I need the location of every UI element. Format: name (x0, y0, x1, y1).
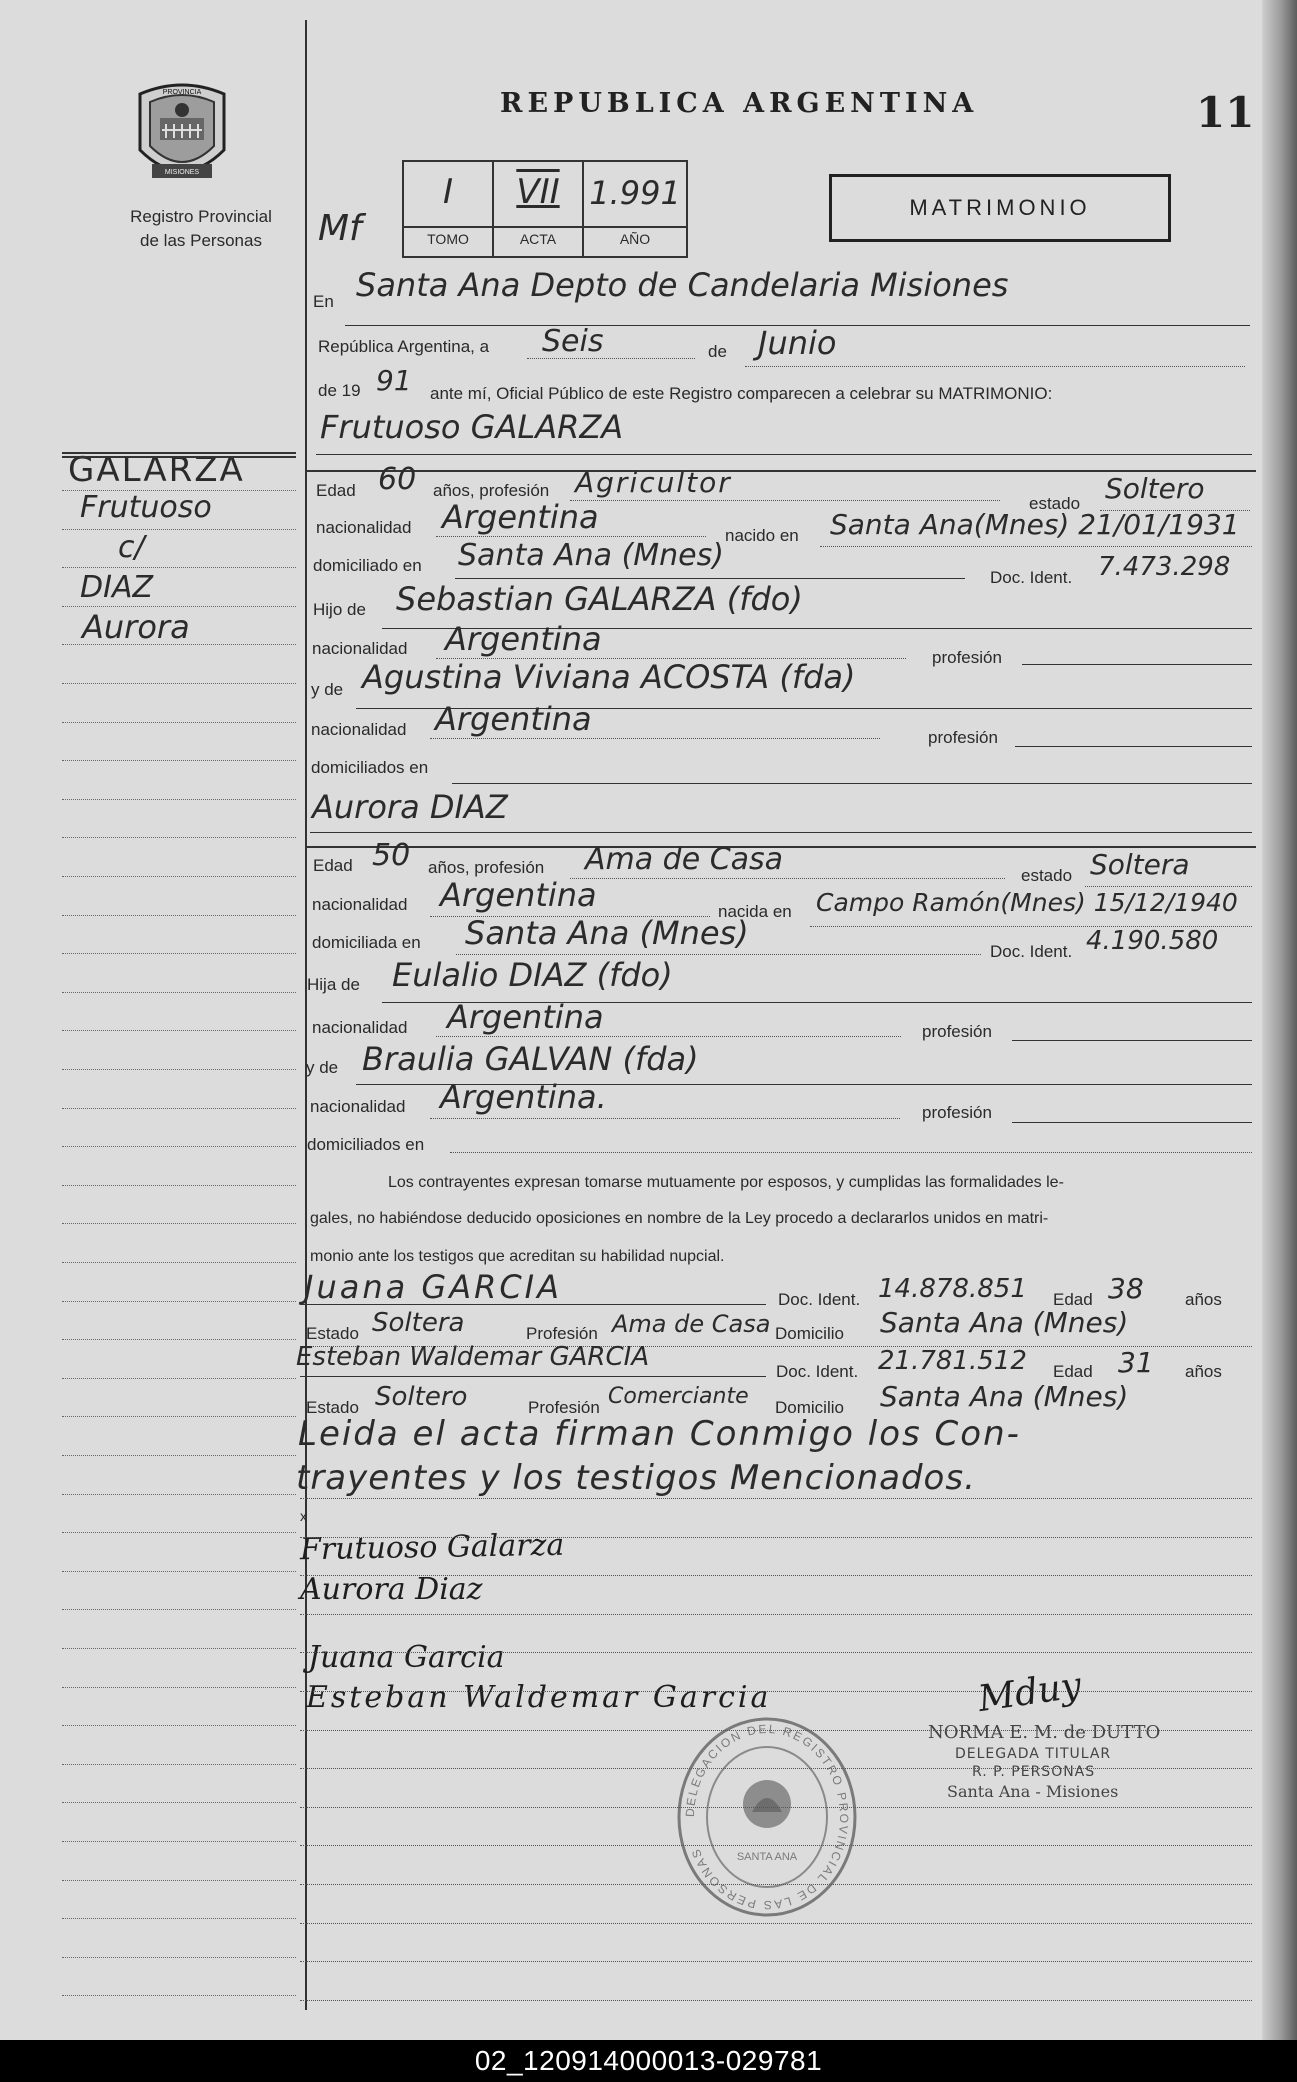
page-edge (1262, 0, 1297, 2040)
en-label: En (313, 292, 334, 311)
bride-mother-nacionalidad-label: nacionalidad (310, 1097, 406, 1116)
officer-stamp-line-1: NORMA E. M. de DUTTO (928, 1722, 1161, 1743)
witness2-domicilio-label: Domicilio (775, 1398, 844, 1417)
page-number: 11 (1196, 88, 1255, 137)
margin-rule (62, 644, 296, 645)
groom-mother-nationality: Argentina (435, 700, 592, 738)
de-label: de (708, 342, 727, 361)
groom-father-nacionalidad-label: nacionalidad (312, 639, 408, 658)
margin-note-line-1: GALARZA (68, 450, 245, 490)
margin-rule (62, 992, 296, 993)
declaration-line-1: Los contrayentes expresan tomarse mutuamente por esposos, y cumplidas las formalidades le- (388, 1174, 1064, 1191)
bride-name: Aurora DIAZ (312, 788, 508, 826)
witness2-estado: Soltero (375, 1382, 468, 1412)
bride-estado-label: estado (1021, 866, 1073, 885)
groom-father-profesion-label: profesión (932, 648, 1002, 667)
margin-rule (62, 567, 296, 568)
groom-mother: Agustina Viviana ACOSTA (fda) (362, 658, 856, 696)
tomo-label: TOMO (427, 231, 469, 247)
bride-father-profesion-label: profesión (922, 1022, 992, 1041)
bride-father-nationality: Argentina (447, 998, 604, 1036)
witness1-name: Juana GARCIA (304, 1268, 562, 1306)
year-suffix: 91 (376, 364, 412, 397)
document-identifier: 02_120914000013-029781 (0, 2040, 1297, 2082)
groom-domiciliados-label: domiciliados en (311, 758, 429, 777)
margin-rule (62, 1030, 296, 1031)
registry-line-1: Registro Provincial (130, 207, 272, 226)
margin-rule (62, 1262, 296, 1263)
margin-rule (62, 1532, 296, 1533)
anio-value: 1.991 (589, 174, 681, 212)
body-rule (300, 1768, 1252, 1769)
margin-rule (62, 876, 296, 877)
margin-rule (62, 1339, 296, 1340)
groom-father: Sebastian GALARZA (fdo) (396, 580, 803, 618)
margin-rule (62, 1146, 296, 1147)
body-rule (300, 1498, 1252, 1499)
closing-note-line-1: Leida el acta firman Conmigo los Con- (298, 1414, 1021, 1454)
body-rule (300, 1537, 1252, 1538)
republica-label: República Argentina, a (318, 337, 490, 356)
witness2-domicilio: Santa Ana (Mnes) (880, 1380, 1129, 1413)
bride-edad-label: Edad (313, 856, 353, 875)
margin-rule (62, 1841, 296, 1842)
tomo-value: I (442, 172, 454, 212)
witness1-doc: 14.878.851 (878, 1274, 1027, 1304)
seal-text-bottom: MISIONES (164, 169, 200, 176)
groom-name: Frutuoso GALARZA (320, 408, 624, 446)
witness1-profesion: Ama de Casa (612, 1310, 771, 1338)
bride-domiciliada-label: domiciliada en (312, 933, 421, 952)
groom-nationality: Argentina (442, 498, 599, 536)
closing-note-line-2: trayentes y los testigos Mencionados. (296, 1458, 976, 1498)
bride-signature: Aurora Diaz (300, 1572, 483, 1607)
margin-rule (62, 1648, 296, 1649)
groom-edad-label: Edad (316, 481, 356, 500)
margin-rule (62, 683, 296, 684)
officer-signature: Mduy (975, 1665, 1084, 1720)
margin-rule (62, 1185, 296, 1186)
groom-status: Soltero (1105, 472, 1205, 505)
bride-domicile: Santa Ana (Mnes) (465, 914, 749, 952)
body-rule (300, 1845, 1252, 1846)
groom-age: 60 (378, 462, 417, 497)
bride-age: 50 (372, 838, 411, 873)
witness2-edad-label: Edad (1053, 1362, 1093, 1381)
officer-stamp-line-4: Santa Ana - Misiones (947, 1782, 1119, 1801)
body-rule (300, 1691, 1252, 1692)
groom-father-nationality: Argentina (445, 620, 602, 658)
declaration-line-3: monio ante los testigos que acreditan su habilidad nupcial. (310, 1248, 725, 1265)
witness1-estado: Soltera (372, 1308, 465, 1338)
margin-rule (62, 1455, 296, 1456)
body-rule (300, 1884, 1252, 1885)
registry-line-2: de las Personas (140, 231, 262, 250)
margin-rule (62, 1223, 296, 1224)
bride-doc: 4.190.580 (1086, 926, 1219, 956)
intro-statement: ante mí, Oficial Público de este Registro comparecen a celebrar su MATRIMONIO: (430, 384, 1053, 403)
country-title: REPUBLICA ARGENTINA (500, 88, 979, 119)
place-value: Santa Ana Depto de Candelaria Misiones (356, 266, 1009, 304)
anio-label: AÑO (619, 231, 651, 247)
witness2-signature: Esteban Waldemar Garcia (306, 1680, 772, 1715)
groom-doc-label: Doc. Ident. (990, 568, 1073, 587)
margin-rule (62, 1880, 296, 1881)
bride-doc-label: Doc. Ident. (990, 942, 1073, 961)
margin-rule (62, 490, 296, 491)
margin-rule (62, 953, 296, 954)
record-box (402, 160, 688, 258)
margin-rule (62, 1802, 296, 1803)
witness2-age: 31 (1118, 1346, 1154, 1379)
witness2-profesion-label: Profesión (528, 1398, 600, 1417)
groom-domiciliado-label: domiciliado en (313, 556, 422, 575)
witness1-estado-label: Estado (306, 1324, 359, 1343)
witness1-signature: Juana Garcia (308, 1640, 505, 1675)
margin-rule (62, 1687, 296, 1688)
acta-value: VII (516, 172, 560, 212)
groom-birth: Santa Ana(Mnes) 21/01/1931 (830, 508, 1240, 541)
groom-profession: Agricultor (575, 466, 732, 499)
bride-profession: Ama de Casa (585, 842, 784, 877)
witness2-name: Esteban Waldemar GARCIA (296, 1342, 650, 1372)
bride-hija-label: Hija de (307, 975, 360, 994)
record-type-box: MATRIMONIO (829, 174, 1171, 242)
bride-mother-profesion-label: profesión (922, 1103, 992, 1122)
witness2-profesion: Comerciante (608, 1384, 749, 1409)
bride-nationality: Argentina (440, 876, 597, 914)
acta-label: ACTA (519, 231, 557, 247)
bride-mother-nationality: Argentina. (440, 1078, 607, 1116)
bride-anos-label: años, profesión (428, 858, 545, 877)
seal-text-top: PROVINCIA (162, 89, 202, 96)
bride-father: Eulalio DIAZ (fdo) (392, 956, 673, 994)
officer-stamp-line-3: R. P. PERSONAS (972, 1764, 1096, 1780)
seal-inner-text: SANTA ANA (736, 1851, 798, 1863)
witness1-anos-label: años (1185, 1290, 1222, 1309)
groom-mother-profesion-label: profesión (928, 728, 998, 747)
witness1-profesion-label: Profesión (526, 1324, 598, 1343)
signature-mark: x (300, 1508, 307, 1524)
margin-rule (62, 1069, 296, 1070)
groom-hijo-label: Hijo de (313, 600, 366, 619)
margin-rule (62, 1764, 296, 1765)
margin-note-line-3: c/ (118, 530, 145, 565)
margin-rule (62, 1995, 296, 1996)
witness1-domicilio-label: Domicilio (775, 1324, 844, 1343)
groom-anos-label: años, profesión (433, 481, 550, 500)
margin-rule (62, 1957, 296, 1958)
declaration-line-2: gales, no habiéndose deducido oposiciones en nombre de la Ley procedo a declararlos unidos en matri- (310, 1210, 1049, 1227)
margin-rule (62, 1301, 296, 1302)
body-rule (300, 2000, 1252, 2001)
margin-rule (62, 837, 296, 838)
groom-signature: Frutuoso Galarza (299, 1527, 565, 1568)
bride-birth: Campo Ramón(Mnes) 15/12/1940 (816, 888, 1238, 917)
bride-domiciliados-label: domiciliados en (307, 1135, 425, 1154)
body-rule (300, 1730, 1252, 1731)
witness1-domicilio: Santa Ana (Mnes) (880, 1306, 1129, 1339)
margin-rule (62, 1378, 296, 1379)
margin-note-line-2: Frutuoso (80, 490, 212, 525)
margin-rule (62, 1416, 296, 1417)
body-rule (300, 1923, 1252, 1924)
witness1-age: 38 (1108, 1272, 1144, 1305)
margin-rule (62, 799, 296, 800)
margin-rule (62, 606, 296, 607)
witness1-doc-label: Doc. Ident. (778, 1290, 861, 1309)
day-value: Seis (542, 324, 604, 359)
groom-estado-label: estado (1029, 494, 1081, 513)
year-prefix: de 19 (318, 381, 361, 400)
seal-ring-text: DELEGACION DEL REGISTRO PROVINCIAL DE LAS PERSONAS (682, 1721, 852, 1913)
witness1-edad-label: Edad (1053, 1290, 1093, 1309)
groom-doc: 7.473.298 (1098, 552, 1231, 582)
body-rule (300, 1807, 1252, 1808)
margin-rule (62, 1571, 296, 1572)
month-value: Junio (758, 324, 837, 362)
bride-nacida-label: nacida en (718, 902, 792, 921)
witness2-anos-label: años (1185, 1362, 1222, 1381)
margin-rule (62, 1494, 296, 1495)
coat-of-arms-icon (132, 80, 232, 190)
margin-note-line-5: Aurora (82, 608, 190, 646)
margin-rule (62, 722, 296, 723)
body-rule (300, 1575, 1252, 1576)
bride-status: Soltera (1090, 848, 1190, 881)
margin-rule (62, 1609, 296, 1610)
margin-rule (62, 529, 296, 530)
margin-note-line-4: DIAZ (80, 570, 154, 605)
groom-yde-label: y de (311, 680, 344, 699)
margin-rule (62, 1725, 296, 1726)
bride-yde-label: y de (306, 1058, 339, 1077)
groom-nacido-label: nacido en (725, 526, 799, 545)
witness2-doc-label: Doc. Ident. (776, 1362, 859, 1381)
officer-initials: Mf (318, 208, 362, 249)
bride-mother: Braulia GALVAN (fda) (362, 1040, 699, 1078)
margin-rule (62, 1918, 296, 1919)
margin-rule (62, 915, 296, 916)
groom-mother-nacionalidad-label: nacionalidad (311, 720, 407, 739)
groom-nacionalidad-label: nacionalidad (316, 518, 412, 537)
bride-nacionalidad-label: nacionalidad (312, 895, 408, 914)
witness2-estado-label: Estado (306, 1398, 359, 1417)
groom-domicile: Santa Ana (Mnes) (458, 538, 724, 573)
body-rule (300, 1961, 1252, 1962)
margin-rule (62, 760, 296, 761)
body-rule (300, 1614, 1252, 1615)
bride-father-nacionalidad-label: nacionalidad (312, 1018, 408, 1037)
witness2-doc: 21.781.512 (878, 1346, 1027, 1376)
official-seal-icon (672, 1712, 862, 1922)
body-rule (300, 1652, 1252, 1653)
officer-stamp-line-2: DELEGADA TITULAR (955, 1746, 1112, 1762)
margin-rule (62, 1108, 296, 1109)
